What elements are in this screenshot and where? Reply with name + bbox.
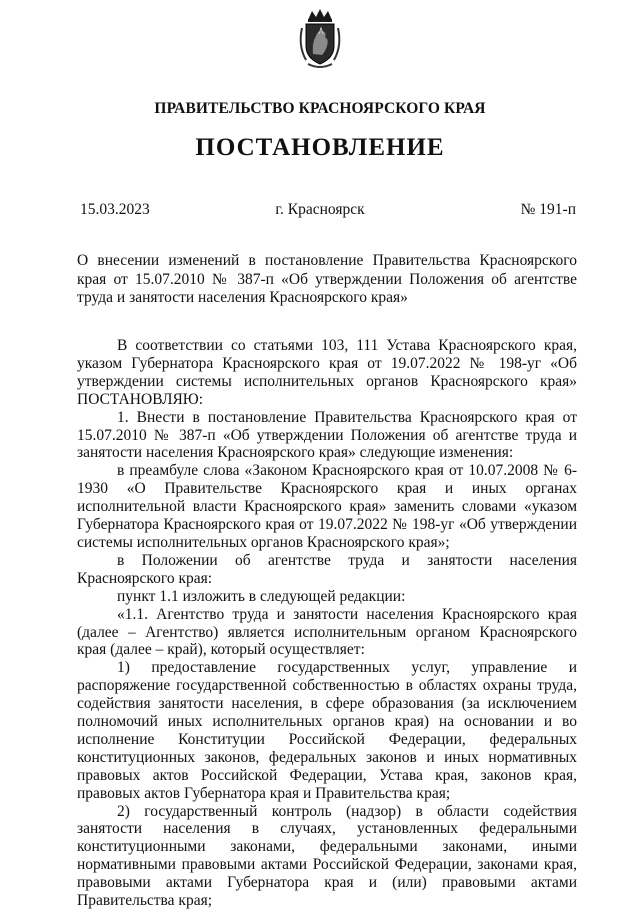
document-subject: О внесении изменений в постановление Правительства Красноярского края от 15.07.2010 № 387-п «Об утверждении Положения об агентстве труда и занятости населения Красноярского края» (77, 252, 577, 306)
paragraph-subitem-2: 2) государственный контроль (надзор) в области содействия занятости населения в случаях, установленных федеральными конституционными законами, федеральными законами, иными нормативными правовыми актами Российской Федерации, законами края, правовыми актами Губернатора края и (или) правовыми актами Правительства края; (77, 802, 577, 910)
paragraph-clause-intro: пункт 1.1 изложить в следующей редакции: (117, 587, 406, 605)
document-city: г. Красноярск (275, 201, 365, 218)
paragraph-preamble: В соответствии со статьями 103, 111 Устава Красноярского края, указом Губернатора Красноярского края от 19.07.2022 № 198-уг «Об утверждении системы исполнительных органов Красноярского края» ПОСТАНОВЛЯЮ: (77, 337, 577, 408)
document-type-title: ПОСТАНОВЛЕНИЕ (195, 134, 445, 161)
paragraph-preamble-change: в преамбуле слова «Законом Красноярского края от 10.07.2008 № 6-1930 «О Правительстве Красноярского края и иных органах исполнительной власти Красноярского края» заменить словами «указом Губернатора Красноярского края от 19.07.2022 № 198-уг «Об утверждении системы исполнительных органов Красноярского края»; (77, 462, 577, 551)
paragraph-item-1: 1. Внести в постановление Правительства Красноярского края от 15.07.2010 № 387-п «Об утверждении Положения об агентстве труда и занятости населения Красноярского края» следующие изменения: (77, 408, 577, 462)
paragraph-clause-1-1: «1.1. Агентство труда и занятости населения Красноярского края (далее – Агентство) является исполнительным органом Красноярского края (далее – край), который осуществляет: (77, 605, 577, 659)
document-body (77, 337, 577, 910)
document-date: 15.03.2023 (80, 201, 150, 218)
government-name: ПРАВИТЕЛЬСТВО КРАСНОЯРСКОГО КРАЯ (154, 100, 486, 117)
paragraph-subitem-1: 1) предоставление государственных услуг, управление и распоряжение государственной собственностью в областях охраны труда, содействия занятости населения, в сфере образования (за исключением полномочий иных исполнительных органов края) на основании и во исполнение Конституции Российской Федерации, федеральных конституционных законов, федеральных законов и иных нормативных правовых актов Российской Федерации, Устава края, законов края, правовых актов Губернатора края и Правительства края; (77, 659, 577, 802)
document-number: № 191-п (520, 201, 576, 218)
paragraph-regulation-intro: в Положении об агентстве труда и занятости населения Красноярского края: (77, 551, 577, 587)
krasnoyarsk-coat-of-arms-icon (294, 6, 346, 70)
